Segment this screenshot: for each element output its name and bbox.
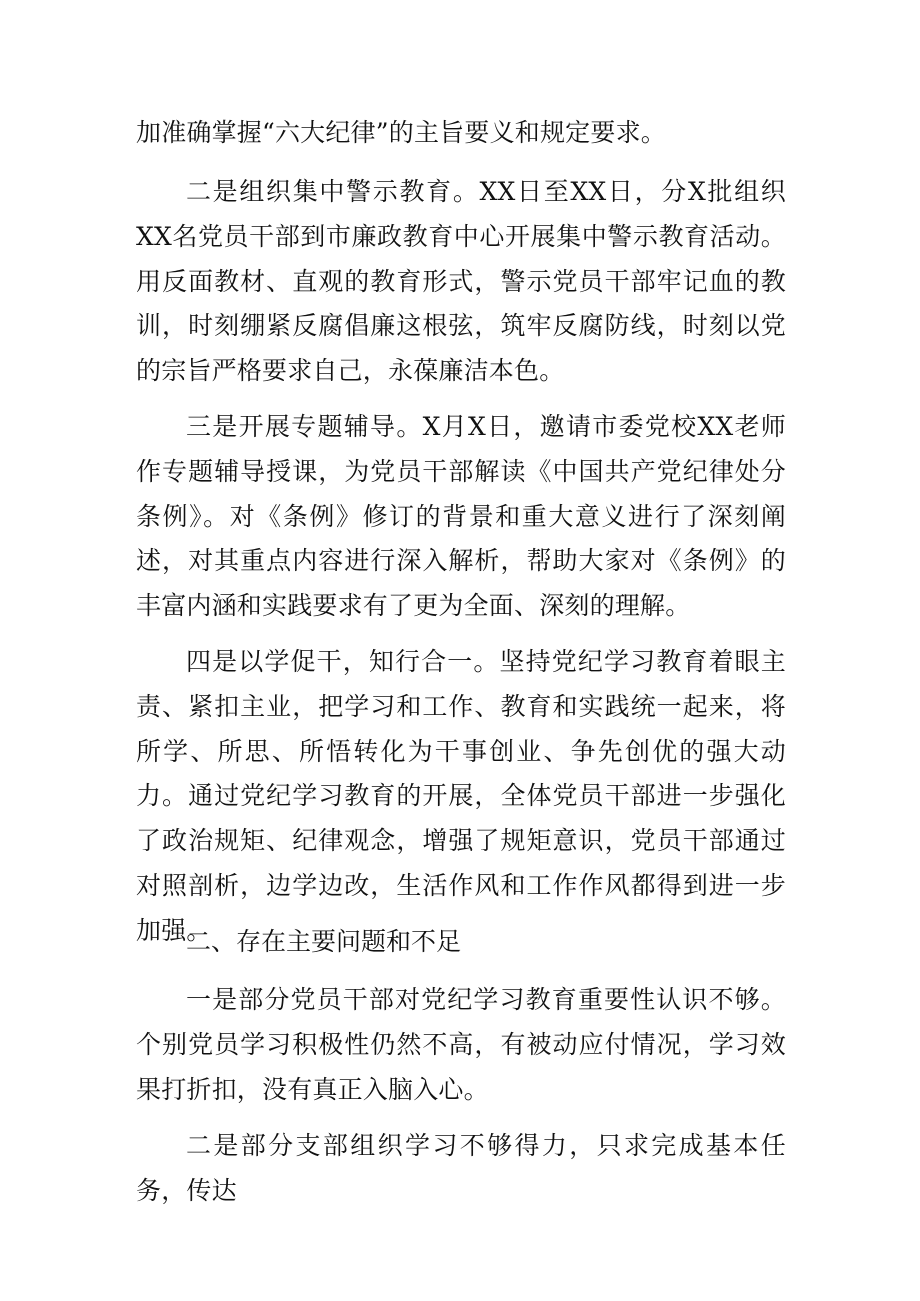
paragraph-problem-two: 二是部分支部组织学习不够得力，只求完成基本任务，传达 bbox=[136, 1131, 786, 1205]
section-heading: 二、存在主要问题和不足 bbox=[186, 927, 462, 956]
paragraph-special-lecture: 三是开展专题辅导。X月X日，邀请市委党校XX老师作专题辅导授课，为党员干部解读《中国共产党纪律处分条例》。对《条例》修订的背景和重大意义进行了深刻阐述，对其重点内容进行深入解析，帮助大家对《条例》的丰富内涵和实践要求有了更为全面、深刻的理解。 bbox=[136, 412, 786, 621]
paragraph-warning-education: 二是组织集中警示教育。XX日至XX日，分X批组织XX名党员干部到市廉政教育中心开展集中警示教育活动。用反面教材、直观的教育形式，警示党员干部牢记血的教训，时刻绷紧反腐倡廉这根弦，筑牢反腐防线，时刻以党的宗旨严格要求自己，永葆廉洁本色。 bbox=[136, 177, 786, 386]
paragraph-continuation: 加准确掌握“六大纪律”的主旨要义和规定要求。 bbox=[136, 118, 666, 147]
paragraph-learn-and-act: 四是以学促干，知行合一。坚持党纪学习教育着眼主责、紧扣主业，把学习和工作、教育和实践统一起来，将所学、所思、所悟转化为干事创业、争先创优的强大动力。通过党纪学习教育的开展，全体党员干部进一步强化了政治规矩、纪律观念，增强了规矩意识，党员干部通过对照剖析，边学边改，生活作风和工作作风都得到进一步加强。 bbox=[136, 647, 786, 945]
paragraph-problem-one: 一是部分党员干部对党纪学习教育重要性认识不够。个别党员学习积极性仍然不高，有被动应付情况，学习效果打折扣，没有真正入脑入心。 bbox=[136, 985, 786, 1104]
